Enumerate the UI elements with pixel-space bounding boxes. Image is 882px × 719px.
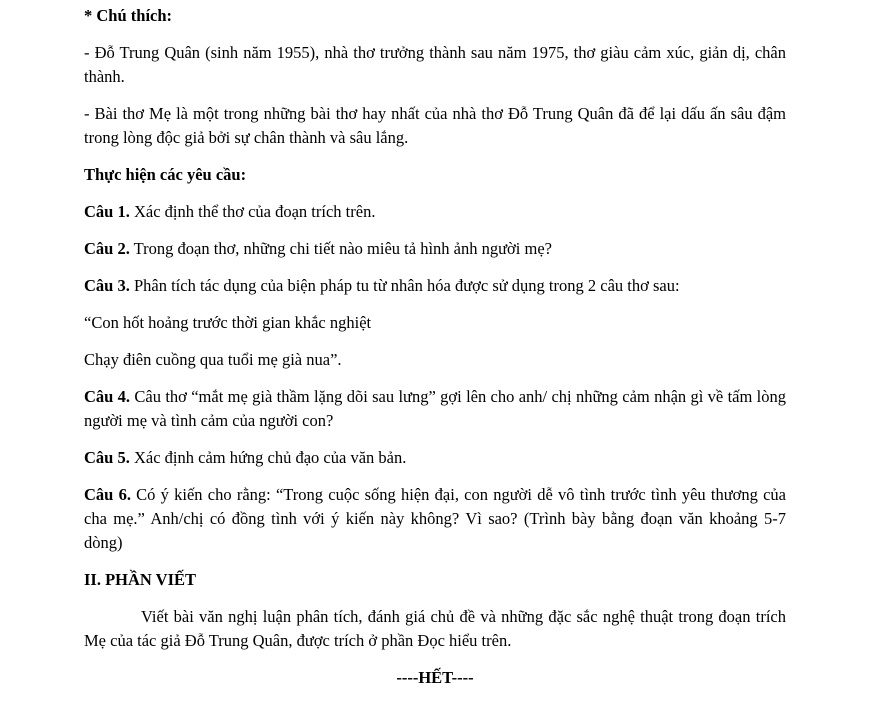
question-6 xyxy=(84,483,786,555)
question-label: Câu 5. xyxy=(84,448,130,467)
question-3 xyxy=(84,274,786,298)
writing-prompt: Viết bài văn nghị luận phân tích, đánh giá chủ đề và những đặc sắc nghệ thuật trong đoạn trích Mẹ của tác giả Đỗ Trung Quân, được trích ở phần Đọc hiểu trên. xyxy=(84,607,786,650)
question-4 xyxy=(84,385,786,433)
question-label: Câu 1. xyxy=(84,202,130,221)
notes-heading: * Chú thích: xyxy=(84,6,173,25)
question-text: Có ý kiến cho rằng: “Trong cuộc sống hiện đại, con người dễ vô tình trước tình yêu thương của cha mẹ.” Anh/chị có đồng tình với ý kiến này không? Vì sao? (Trình bày bằng đoạn văn khoảng 5-7 dòng) xyxy=(84,485,787,552)
question-2 xyxy=(84,237,786,261)
question-1 xyxy=(84,200,786,224)
question-label: Câu 4. xyxy=(84,387,131,406)
quote-line: Chạy điên cuồng qua tuổi mẹ già nua”. xyxy=(84,350,342,369)
quote-line: “Con hốt hoảng trước thời gian khắc nghiệt xyxy=(84,313,372,332)
document-page xyxy=(84,4,786,703)
question-label: Câu 3. xyxy=(84,276,130,295)
note-item: - Đỗ Trung Quân (sinh năm 1955), nhà thơ trưởng thành sau năm 1975, thơ giàu cảm xúc, giản dị, chân thành. xyxy=(84,43,786,86)
question-text: Phân tích tác dụng của biện pháp tu từ nhân hóa được sử dụng trong 2 câu thơ sau: xyxy=(129,276,680,295)
question-label: Câu 2. xyxy=(84,239,130,258)
end-mark: ----HẾT---- xyxy=(396,668,474,687)
question-5 xyxy=(84,446,786,470)
question-text: Xác định thể thơ của đoạn trích trên. xyxy=(129,202,376,221)
note-item: - Bài thơ Mẹ là một trong những bài thơ hay nhất của nhà thơ Đỗ Trung Quân đã để lại dấu ấn sâu đậm trong lòng độc giả bởi sự chân thành và sâu lắng. xyxy=(84,104,786,147)
question-text: Câu thơ “mắt mẹ già thầm lặng dõi sau lưng” gợi lên cho anh/ chị những cảm nhận gì về tấm lòng người mẹ và tình cảm của người con? xyxy=(84,387,787,430)
writing-section-title: II. PHẦN VIẾT xyxy=(84,570,197,589)
requirements-heading: Thực hiện các yêu cầu: xyxy=(84,165,247,184)
question-text: Trong đoạn thơ, những chi tiết nào miêu tả hình ảnh người mẹ? xyxy=(129,239,552,258)
question-label: Câu 6. xyxy=(84,485,131,504)
question-text: Xác định cảm hứng chủ đạo của văn bản. xyxy=(129,448,407,467)
